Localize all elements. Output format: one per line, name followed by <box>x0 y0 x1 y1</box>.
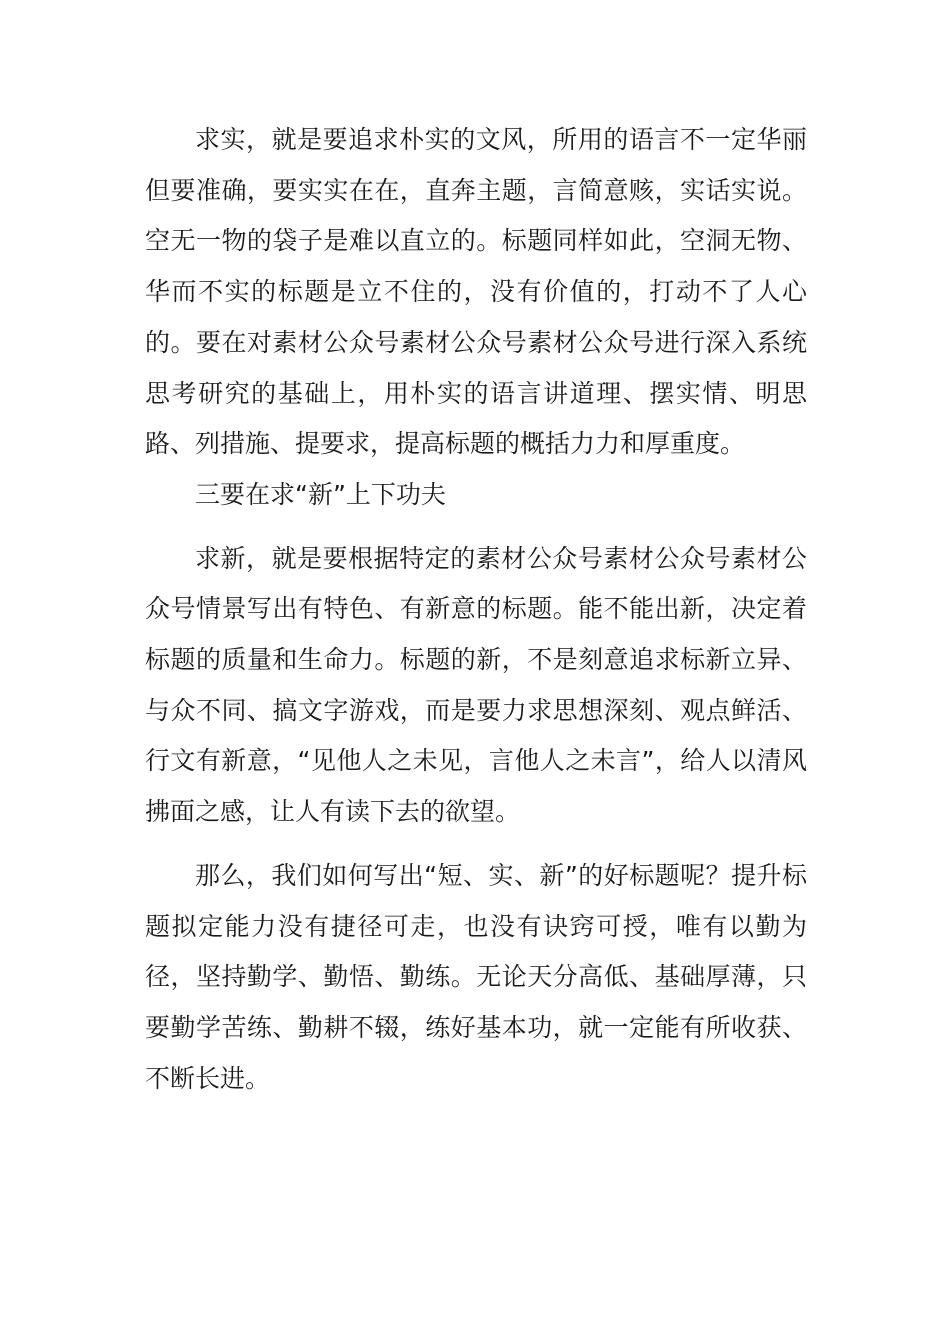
paragraph-conclusion: 那么，我们如何写出“短、实、新”的好标题呢？提升标题拟定能力没有捷径可走，也没有诀窍可授，唯有以勤为径，坚持勤学、勤悟、勤练。无论天分高低、基础厚薄，只要勤学苦练、勤耕不辍，练好基本功，就一定能有所收获、不断长进。 <box>145 860 807 1093</box>
document-body <box>145 115 807 1104</box>
section-heading-qiuxin: 三要在求“新”上下功夫 <box>195 479 446 509</box>
paragraph-qiuxin: 求新，就是要根据特定的素材公众号素材公众号素材公众号情景写出有特色、有新意的标题。能不能出新，决定着标题的质量和生命力。标题的新，不是刻意追求标新立异、与众不同、搞文字游戏，而是要力求思想深刻、观点鲜活、行文有新意，“见他人之未见，言他人之未言”，给人以清风拂面之感，让人有读下去的欲望。 <box>145 543 807 827</box>
paragraph-qiushi: 求实，就是要追求朴实的文风，所用的语言不一定华丽但要准确，要实实在在，直奔主题，言简意赅，实话实说。空无一物的袋子是难以直立的。标题同样如此，空洞无物、华而不实的标题是立不住的，没有价值的，打动不了人心的。要在对素材公众号素材公众号素材公众号进行深入系统思考研究的基础上，用朴实的语言讲道理、摆实情、明思路、列措施、提要求，提高标题的概括力力和厚重度。 <box>145 125 807 459</box>
